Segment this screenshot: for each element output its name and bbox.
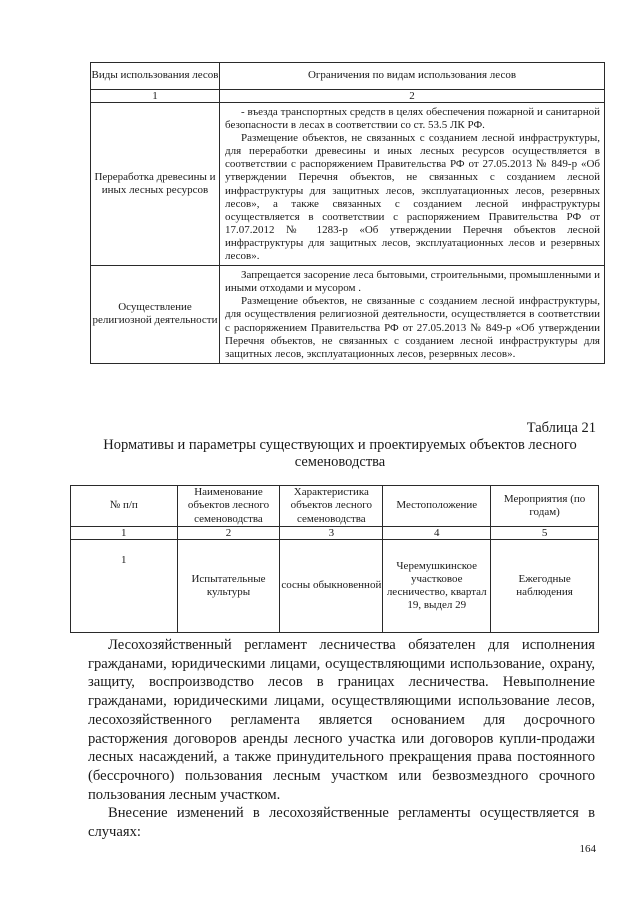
table-row xyxy=(91,266,605,364)
restrictions-cell xyxy=(220,266,605,364)
header-cell: Ограничения по видам использования лесов xyxy=(220,63,605,90)
restriction-paragraph: Размещение объектов, не связанных с созданием лесной инфраструктуры, для переработки древесины и иных лесных ресурсов осуществляется в соответствии с распоряжением Правительства РФ от 27.05.2013 № 849-р «Об утверждении Перечня объектов, не связанных с созданием лесной инфраструктуры для защитных лесов, эксплуатационных лесов, резервных лесов», а также связанных с созданием лесной инфраструктуры осуществляется в соответствии с распоряжением Правительства РФ от 17.07.2012 № 1283-р «Об утверждении Перечня объектов лесной инфраструктуры для защитных лесов, эксплуатационных лесов и резервных лесов». xyxy=(225,132,600,263)
header-cell: Мероприятия (по годам) xyxy=(491,486,599,527)
restriction-paragraph: - въезда транспортных средств в целях обеспечения пожарной и санитарной безопасности в лесах в соответствии со ст. 53.5 ЛК РФ. xyxy=(225,106,600,132)
row-number-cell: 1 xyxy=(71,540,178,633)
page-number: 164 xyxy=(579,843,596,855)
forest-use-restrictions-table xyxy=(90,62,605,364)
use-type-cell: Осуществление религиозной деятельности xyxy=(91,266,220,364)
activities-cell: Ежегодные наблюдения xyxy=(491,540,599,633)
restriction-paragraph: Размещение объектов, не связанные с созданием лесной инфраструктуры, для осуществления религиозной деятельности, осуществляется в соответствии с распоряжением Правительства РФ от 27.05.2013 № 849-р «Об утверждении Перечня объектов, не связанных с созданием лесной инфраструктуры для защитных лесов, эксплуатационных лесов, резервных лесов». xyxy=(225,295,600,360)
characteristic-cell: сосны обыкновенной xyxy=(280,540,383,633)
column-number: 1 xyxy=(91,90,220,103)
restriction-paragraph: Запрещается засорение леса бытовыми, строительными, промышленными и иными отходами и мусором . xyxy=(225,269,600,295)
column-number-row xyxy=(71,527,599,540)
location-cell: Черемушкинское участковое лесничество, квартал 19, выдел 29 xyxy=(383,540,491,633)
table-number: Таблица 21 xyxy=(526,420,596,436)
object-name-cell: Испытательные культуры xyxy=(177,540,280,633)
body-paragraph: Лесохозяйственный регламент лесничества обязателен для исполнения гражданами, юридическими лицами, осуществляющими использование, охрану, защиту, воспроизводство лесов в границах лесничества. Невыполнение гражданами, юридическими лицами, осуществляющими использование лесов, лесохозяйственного регламента является основанием для досрочного расторжения договоров аренды лесного участка или договоров купли-продажи лесных насаждений, а также принудительного прекращения права постоянного (бессрочного) пользования лесным участком или безвозмездного срочного пользования лесным участком. xyxy=(88,637,595,803)
header-cell: № п/п xyxy=(71,486,178,527)
column-number: 1 xyxy=(71,527,178,540)
column-number: 5 xyxy=(491,527,599,540)
column-number: 4 xyxy=(383,527,491,540)
table-header-row xyxy=(91,63,605,90)
seed-production-table xyxy=(70,485,599,633)
header-cell: Местоположение xyxy=(383,486,491,527)
header-cell: Характеристика объектов лесного семеноводства xyxy=(280,486,383,527)
regulation-text xyxy=(88,636,595,842)
table-header-row xyxy=(71,486,599,527)
restrictions-cell xyxy=(220,103,605,266)
header-cell: Виды использования лесов xyxy=(91,63,220,90)
column-number: 2 xyxy=(220,90,605,103)
column-number-row xyxy=(91,90,605,103)
column-number: 2 xyxy=(177,527,280,540)
use-type-cell: Переработка древесины и иных лесных ресурсов xyxy=(91,103,220,266)
column-number: 3 xyxy=(280,527,383,540)
body-paragraph: Внесение изменений в лесохозяйственные регламенты осуществляется в случаях: xyxy=(88,805,595,841)
header-cell: Наименование объектов лесного семеноводства xyxy=(177,486,280,527)
table-row xyxy=(91,103,605,266)
table-title: Нормативы и параметры существующих и проектируемых объектов лесного семеноводства xyxy=(103,437,577,470)
table-row xyxy=(71,540,599,633)
